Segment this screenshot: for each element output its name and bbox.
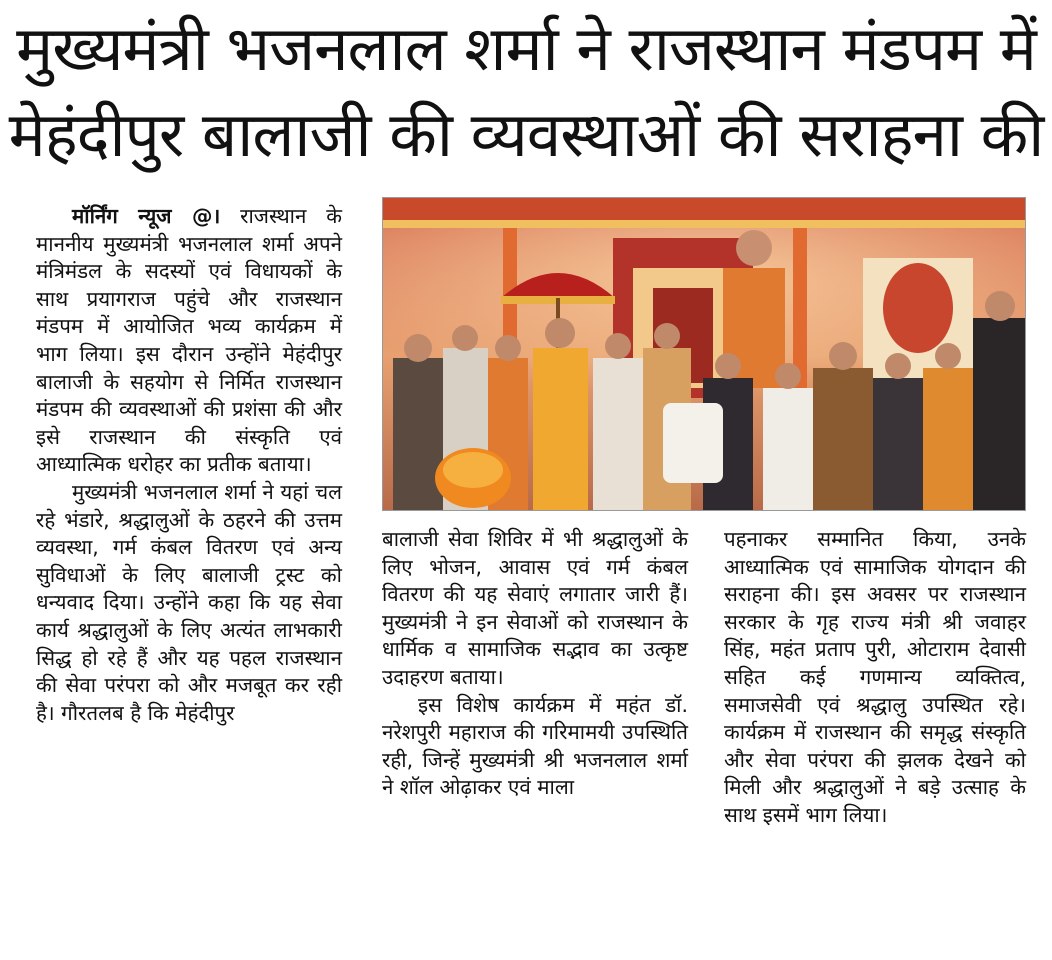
article-column-2 bbox=[382, 526, 688, 802]
headline-line-2: मेहंदीपुर बालाजी की व्यवस्थाओं की सराहना की bbox=[8, 98, 1044, 171]
article-column-1 bbox=[36, 203, 342, 727]
dateline: मॉर्निंग न्यूज @। bbox=[72, 204, 221, 228]
headline-line-1: मुख्यमंत्री भजनलाल शर्मा ने राजस्थान मंडपम में bbox=[16, 12, 1036, 85]
event-photo bbox=[382, 197, 1026, 511]
article-paragraph: पहनाकर सम्मानित किया, उनके आध्यात्मिक एवं सामाजिक योगदान की सराहना की। इस अवसर पर राजस्थान सरकार के गृह राज्य मंत्री श्री जवाहर सिंह, महंत प्रताप पुरी, ओटाराम देवासी सहित कई गणमान्य व्यक्तित्व, समाजसेवी एवं श्रद्धालु उपस्थित रहे। कार्यक्रम में राजस्थान की समृद्ध संस्कृति और सेवा परंपरा की झलक देखने को मिली और श्रद्धालुओं ने बड़े उत्साह के साथ इसमें भाग लिया। bbox=[724, 527, 1026, 827]
paragraph-text: राजस्थान के माननीय मुख्यमंत्री भजनलाल शर्मा अपने मंत्रिमंडल के सदस्यों एवं विधायकों के साथ प्रयागराज पहुंचे और राजस्थान मंडपम में आयोजित भव्य कार्यक्रम में भाग लिया। इस दौरान उन्होंने मेहंदीपुर बालाजी के सहयोग से निर्मित राजस्थान मंडपम की व्यवस्थाओं की प्रशंसा की और इसे राजस्थान की संस्कृति एवं आध्यात्मिक धरोहर का प्रतीक बताया। bbox=[36, 204, 342, 477]
headline bbox=[0, 6, 1052, 178]
article-paragraph: मुख्यमंत्री भजनलाल शर्मा ने यहां चल रहे भंडारे, श्रद्धालुओं के ठहरने की उत्तम व्यवस्था, गर्म कंबल वितरण एवं अन्य सुविधाओं के लिए बालाजी ट्रस्ट को धन्यवाद दिया। उन्होंने कहा कि यह सेवा कार्य श्रद्धालुओं के लिए अत्यंत लाभकारी सिद्ध हो रहे हैं और यह पहल राजस्थान की सेवा परंपरा को और मजबूत कर रही है। गौरतलब है कि मेहंदीपुर bbox=[36, 479, 342, 725]
article-paragraph bbox=[36, 203, 342, 479]
article-paragraph: बालाजी सेवा शिविर में भी श्रद्धालुओं के लिए भोजन, आवास एवं गर्म कंबल वितरण की यह सेवाएं लगातार जारी हैं। मुख्यमंत्री ने इन सेवाओं को राजस्थान के धार्मिक व सामाजिक सद्भाव का उत्कृष्ट उदाहरण बताया। bbox=[382, 527, 688, 689]
article-column-3 bbox=[724, 526, 1026, 830]
article-paragraph: इस विशेष कार्यक्रम में महंत डॉ. नरेशपुरी महाराज की गरिमामयी उपस्थिति रही, जिन्हें मुख्यमंत्री श्री भजनलाल शर्मा ने शॉल ओढ़ाकर एवं माला bbox=[382, 692, 688, 800]
